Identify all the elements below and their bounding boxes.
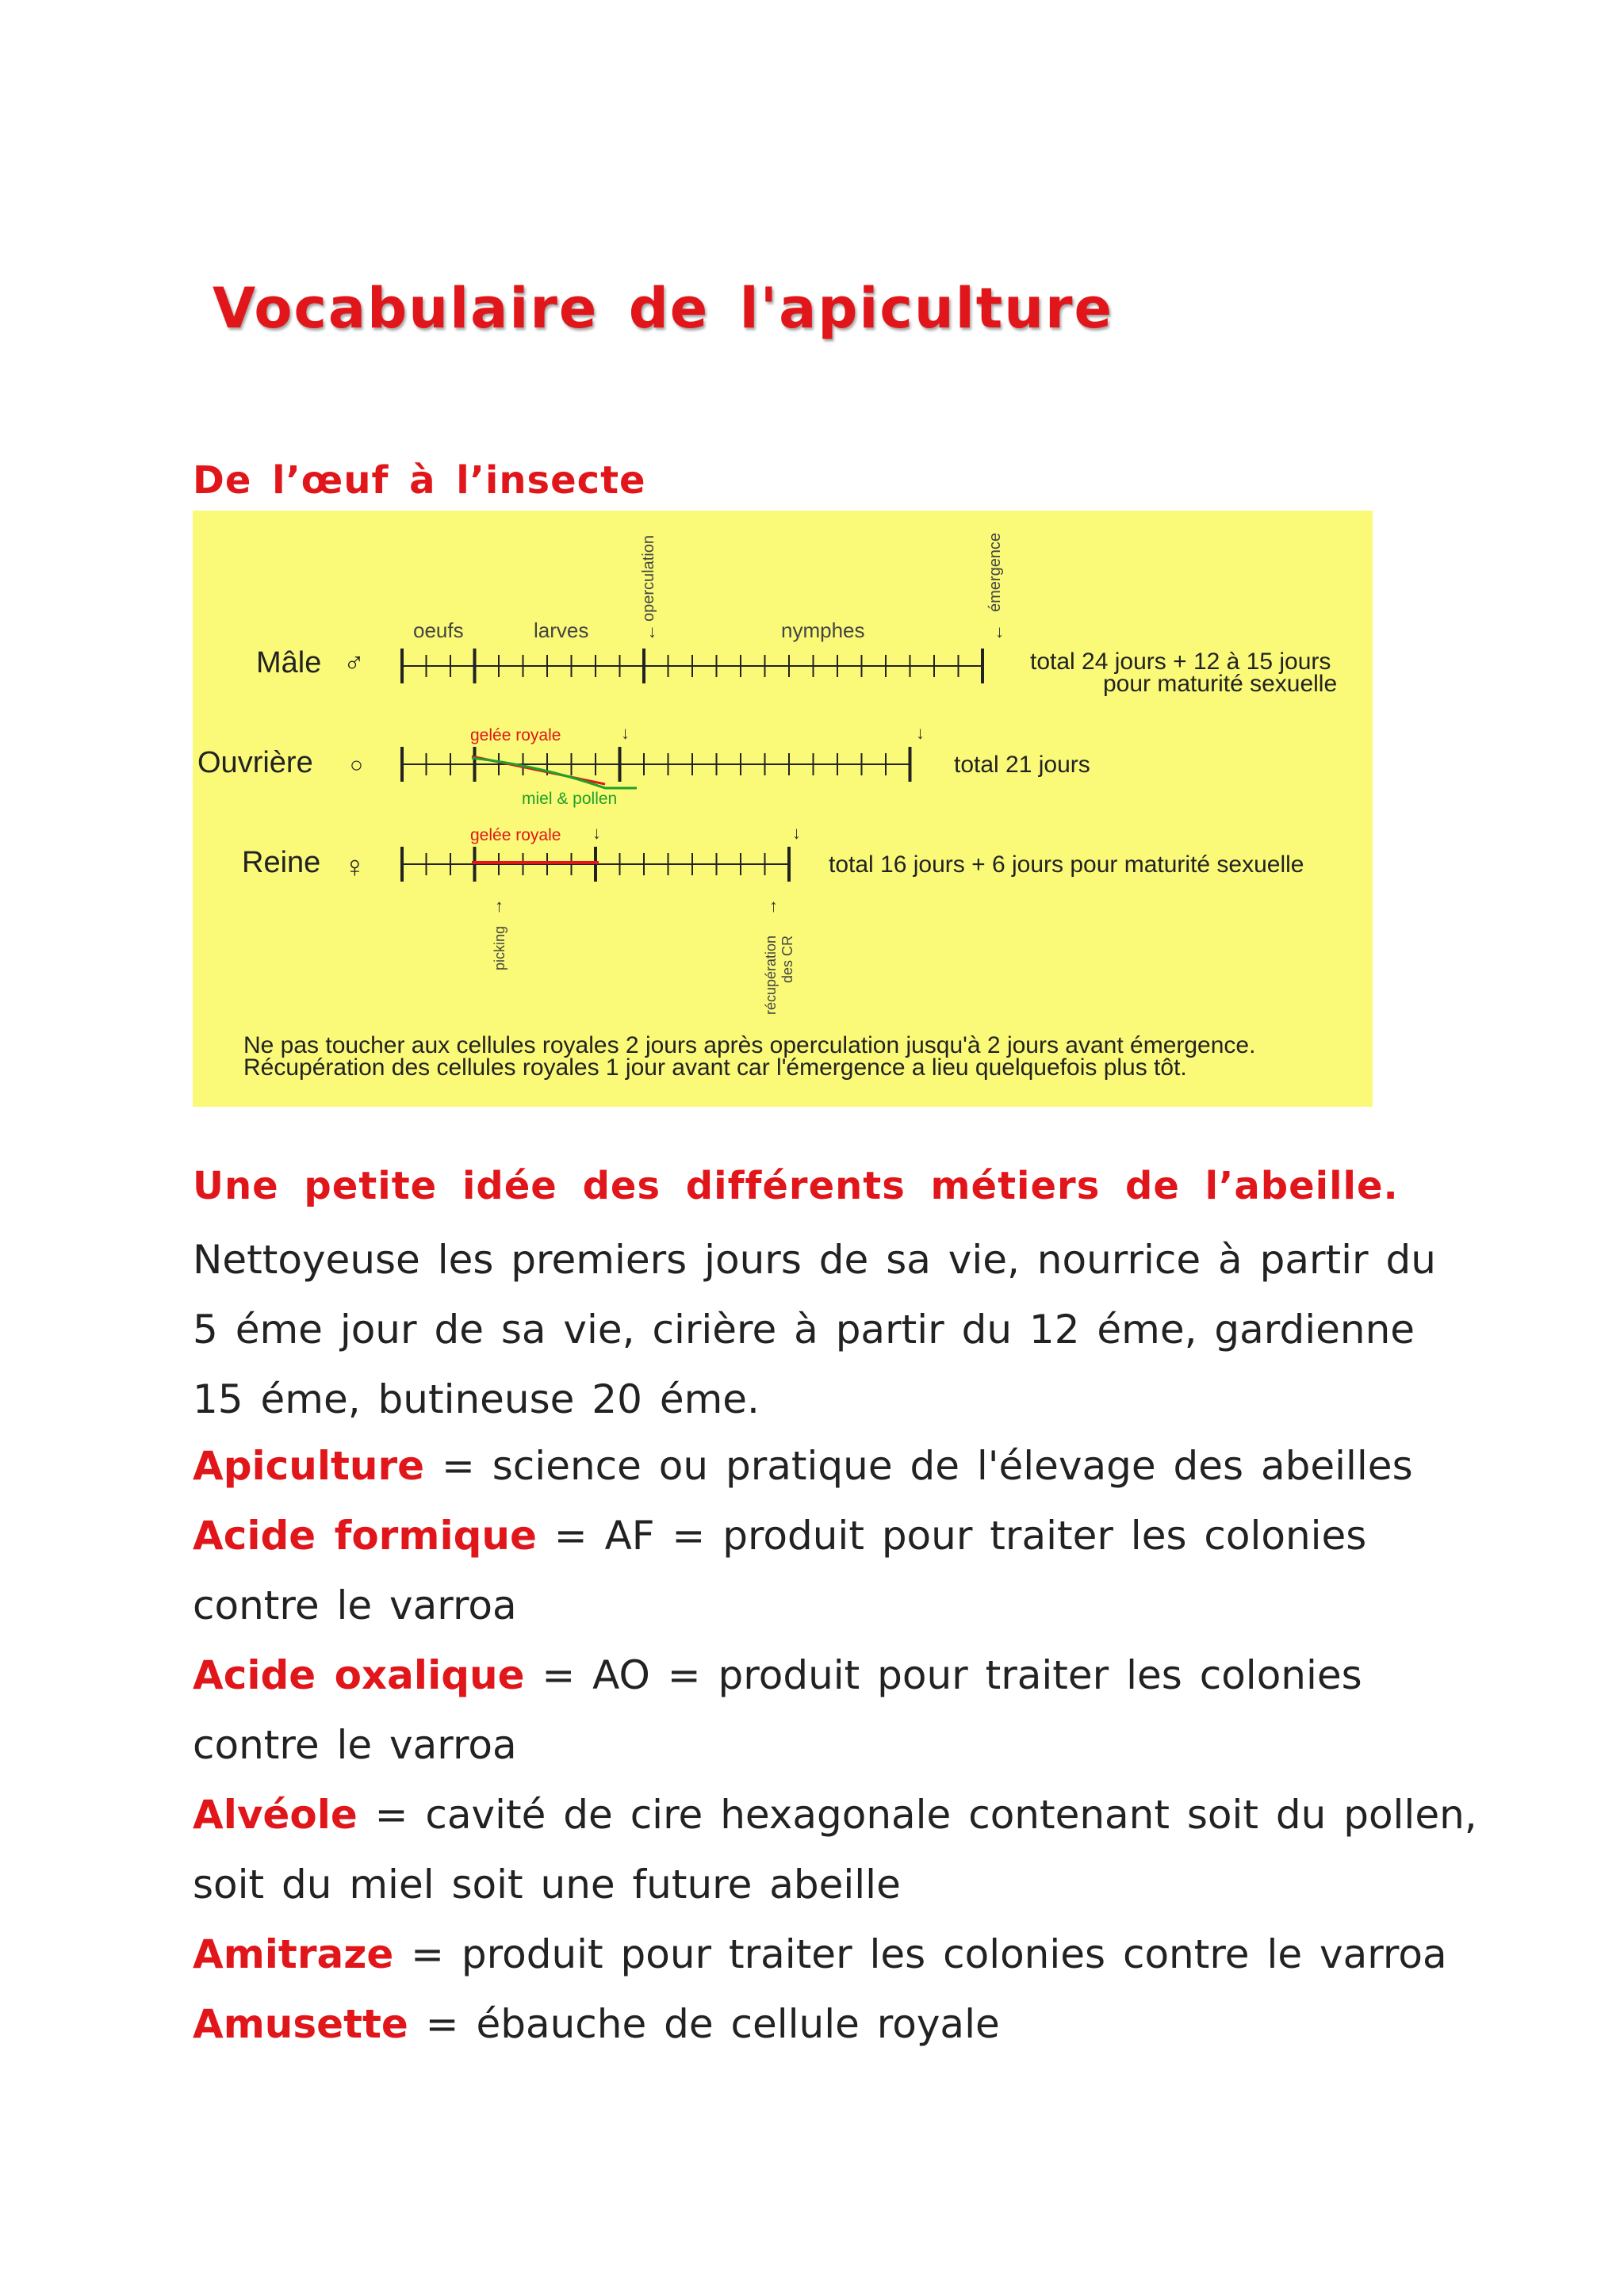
arrow-worker-operculation-icon: ↓ <box>621 723 630 743</box>
document-title: Vocabulaire de l'apiculture <box>213 276 1114 341</box>
male-timeline <box>402 649 982 683</box>
row-male-label: Mâle <box>256 646 322 679</box>
arrow-emergence-icon: ↓ <box>995 622 1004 641</box>
row-queen-label: Reine <box>242 846 321 879</box>
glossary-term: Alvéole <box>193 1792 358 1838</box>
row-worker-label: Ouvrière <box>197 746 313 779</box>
queen-royal-jelly-label: gelée royale <box>470 826 561 844</box>
male-total-line2: pour maturité sexuelle <box>1103 671 1338 697</box>
glossary-term: Acide oxalique <box>193 1652 525 1698</box>
worker-timeline <box>402 747 910 782</box>
glossary-term: Amitraze <box>193 1931 394 1977</box>
marker-picking-label: picking <box>492 925 508 970</box>
glossary-entry <box>193 1919 1493 1989</box>
glossary-definition: = science ou pratique de l'élevage des abeilles <box>424 1443 1413 1489</box>
timeline-svg <box>193 511 1373 1107</box>
glossary-definition: = produit pour traiter les colonies contre le varroa <box>393 1931 1447 1977</box>
arrow-queen-emergence-icon: ↓ <box>792 823 801 843</box>
glossary-entry <box>193 1780 1493 1919</box>
marker-emergence-label: émergence <box>986 532 1004 612</box>
diagram-note-line2: Récupération des cellules royales 1 jour avant car l'émergence a lieu quelquefois plus tôt. <box>243 1054 1187 1081</box>
male-total-line1: total 24 jours + 12 à 15 jours <box>1030 649 1331 675</box>
worker-total: total 21 jours <box>954 752 1090 778</box>
phase-nymphes-label: nymphes <box>781 618 865 642</box>
development-timeline-diagram <box>193 511 1373 1107</box>
glossary-definition: = ébauche de cellule royale <box>408 2001 1000 2047</box>
worker-royal-jelly-label: gelée royale <box>470 726 561 744</box>
arrow-picking-icon: ↑ <box>495 896 504 916</box>
glossary-term: Acide formique <box>193 1513 537 1559</box>
arrow-worker-emergence-icon: ↓ <box>916 723 925 743</box>
glossary-term: Amusette <box>193 2001 408 2047</box>
marker-recup-label-line1: récupération <box>763 935 779 1015</box>
arrow-recup-icon: ↑ <box>769 896 778 916</box>
worker-honey-pollen-label: miel & pollen <box>522 790 618 808</box>
worker-symbol-icon: ○ <box>350 752 363 777</box>
queen-symbol-icon: ♀ <box>343 851 366 884</box>
arrow-queen-operculation-icon: ↓ <box>592 823 601 843</box>
queen-total: total 16 jours + 6 jours pour maturité sexuelle <box>829 851 1304 878</box>
phase-oeufs-label: oeufs <box>413 618 464 642</box>
glossary-list <box>193 1431 1493 2059</box>
glossary-definition: = AO = produit pour traiter les colonies contre le varroa <box>193 1652 1362 1768</box>
section-heading-egg-to-insect: De l’œuf à l’insecte <box>193 458 646 503</box>
marker-recup-label-line2: des CR <box>779 935 795 983</box>
male-symbol-icon: ♂ <box>343 646 365 679</box>
bee-jobs-paragraph: Nettoyeuse les premiers jours de sa vie, nourrice à partir du 5 éme jour de sa vie, cirière à partir du 12 éme, gardienne 15 éme, butineuse 20 éme. <box>193 1237 1436 1422</box>
arrow-operculation-icon: ↓ <box>648 622 657 641</box>
glossary-entry <box>193 1431 1493 1501</box>
glossary-entry <box>193 1989 1493 2059</box>
glossary-entry <box>193 1640 1493 1780</box>
glossary-term: Apiculture <box>193 1443 425 1489</box>
marker-operculation-label: operculation <box>640 535 657 622</box>
glossary-entry <box>193 1501 1493 1640</box>
phase-larves-label: larves <box>534 618 589 642</box>
diagram-note-line1: Ne pas toucher aux cellules royales 2 jours après operculation jusqu'à 2 jours avant émergence. <box>243 1032 1256 1058</box>
glossary-definition: = AF = produit pour traiter les colonies contre le varroa <box>193 1513 1367 1628</box>
glossary-definition: = cavité de cire hexagonale contenant soit du pollen, soit du miel soit une future abeille <box>193 1792 1477 1908</box>
section-heading-bee-jobs: Une petite idée des différents métiers de l’abeille. <box>193 1164 1399 1208</box>
